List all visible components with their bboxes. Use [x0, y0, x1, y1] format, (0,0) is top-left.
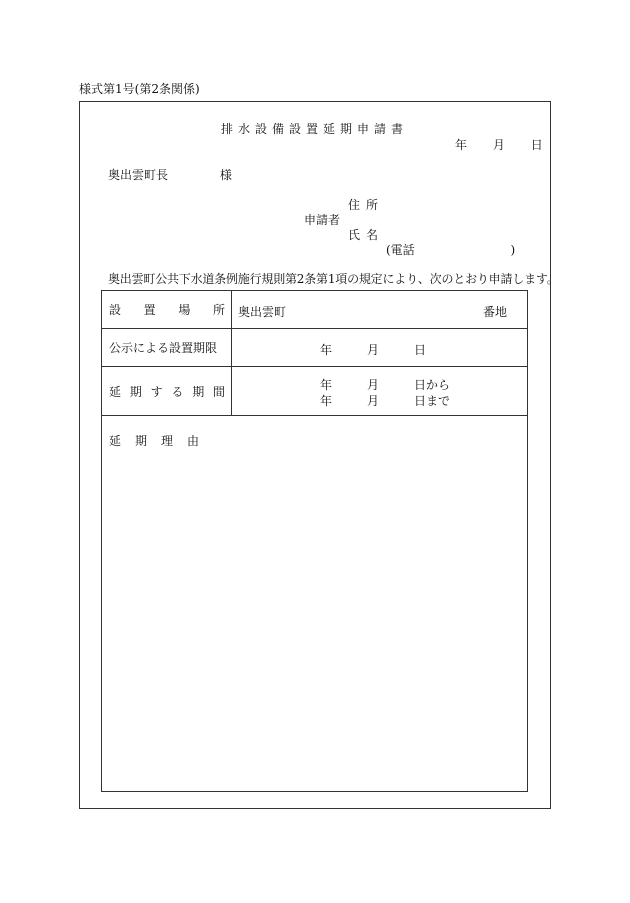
label-char: 所 [212, 303, 225, 317]
deadline-year: 年 [320, 343, 333, 357]
phone-open: (電話 [386, 243, 415, 257]
table-row-deadline [102, 329, 528, 367]
date-year: 年 [455, 138, 468, 152]
deadline-label [102, 329, 232, 367]
addressee-name: 奥出雲町長 [108, 168, 169, 182]
label-char: 期 [192, 384, 205, 399]
period-to-year: 年 [320, 394, 333, 408]
date-line [455, 136, 543, 153]
document-title: 排水設備設置延期申請書 [221, 122, 409, 136]
label-char: 置 [143, 303, 156, 317]
deadline-field[interactable] [232, 329, 528, 367]
period-to-month: 月 [367, 394, 380, 408]
period-from-day: 日から [414, 378, 451, 392]
table-row-period [102, 367, 528, 416]
label-char: す [150, 384, 163, 399]
location-suffix: 番地 [483, 305, 508, 319]
form-number: 様式第1号(第2条関係) [79, 82, 200, 96]
reason-label: 延期理由 [109, 434, 214, 448]
label-char: 延 [109, 384, 122, 399]
addressee [108, 166, 232, 183]
date-month: 月 [492, 138, 505, 152]
label-char: 間 [212, 384, 225, 399]
location-prefix: 奥出雲町 [238, 305, 287, 319]
date-day: 日 [530, 138, 543, 152]
application-table [101, 290, 528, 792]
name-label: 氏名 [348, 228, 385, 242]
reason-field[interactable] [102, 416, 528, 792]
table-row-location [102, 291, 528, 329]
period-to-day: 日まで [414, 394, 451, 408]
table-row-reason [102, 416, 528, 792]
period-field[interactable] [232, 367, 528, 416]
label-char: 期 [129, 384, 142, 399]
label-char: る [171, 384, 184, 399]
period-label [102, 367, 232, 416]
statement: 奥出雲町公共下水道条例施行規則第2条第1項の規定により、次のとおり申請します。 [108, 272, 559, 286]
deadline-day: 日 [414, 343, 427, 357]
addressee-honorific: 様 [219, 168, 232, 182]
location-field[interactable] [232, 291, 528, 329]
label-char: 設 [109, 303, 122, 317]
location-label [102, 291, 232, 329]
deadline-label-text: 公示による設置期限 [109, 341, 218, 355]
period-from-month: 月 [367, 378, 380, 392]
deadline-month: 月 [367, 343, 380, 357]
phone-close: ) [510, 243, 516, 257]
address-label: 住所 [348, 198, 385, 212]
applicant-label: 申請者 [304, 213, 341, 227]
label-char: 場 [178, 303, 191, 317]
period-from-year: 年 [320, 378, 333, 392]
phone-line [386, 241, 515, 258]
